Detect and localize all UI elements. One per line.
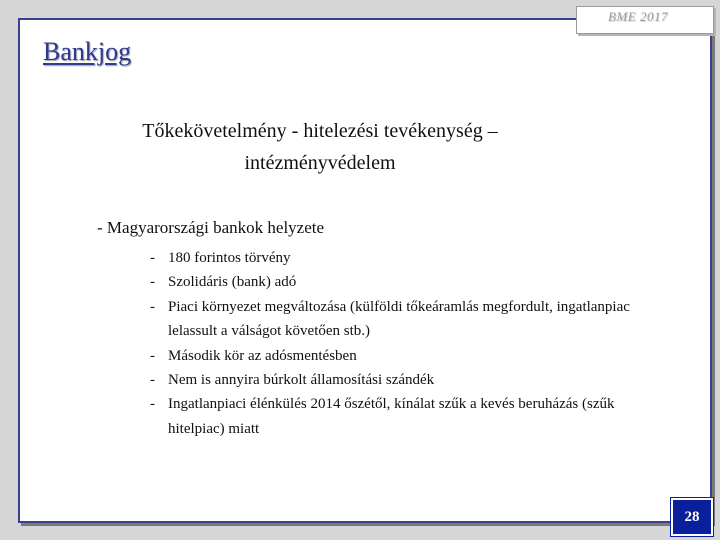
section-heading: - Magyarországi bankok helyzete: [97, 218, 325, 237]
bullet-item: - Második kör az adósmentésben: [150, 344, 670, 368]
page-number-badge: 28: [671, 498, 713, 536]
bullet-item: - Piaci környezet megváltozása (külföldi tőkeáramlás megfordult, ingatlanpiac lelassult a válságot követően stb.): [150, 295, 670, 344]
bullet-item: - Nem is annyira búrkolt államosítási szándék: [150, 368, 670, 392]
header-label: BME 2017: [608, 9, 668, 24]
bullet-list: [150, 246, 670, 441]
course-title: Bankjog: [43, 37, 132, 66]
bullet-item: - Szolidáris (bank) adó: [150, 270, 670, 294]
bullet-item: - Ingatlanpiaci élénkülés 2014 őszétől, kínálat szűk a kevés beruházás (szűk hitelpiac) miatt: [150, 392, 670, 441]
slide-title: Tőkekövetelmény - hitelezési tevékenység – intézményvédelem: [142, 120, 498, 174]
bullet-item: - 180 forintos törvény: [150, 246, 670, 270]
